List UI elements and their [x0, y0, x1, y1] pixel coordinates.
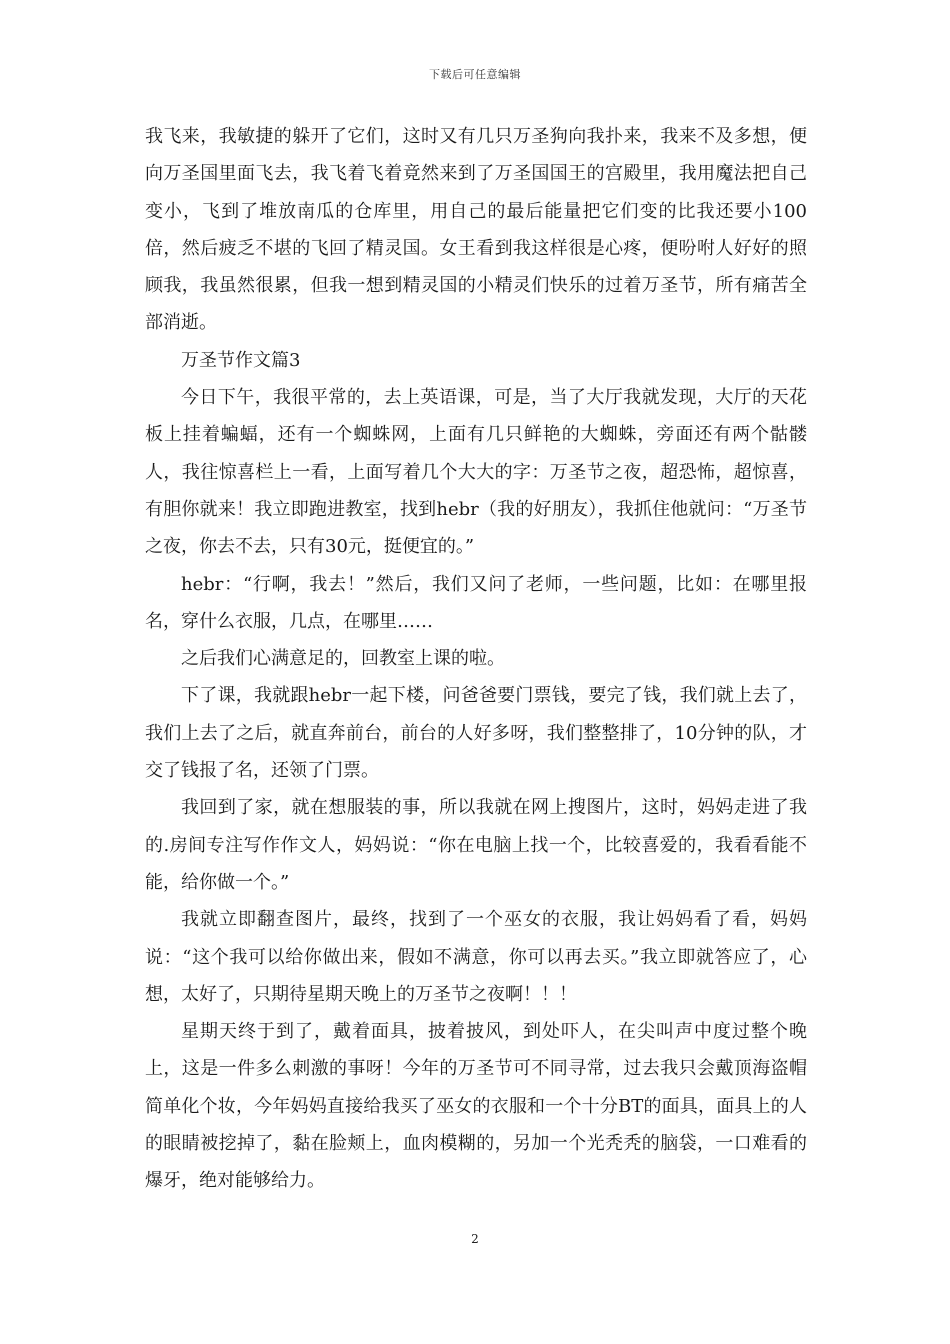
document-body: [145, 118, 807, 1200]
section-heading: 万圣节作文篇3: [181, 349, 301, 371]
paragraph-7: 我回到了家，就在想服装的事，所以我就在网上搜图片，这时，妈妈走进了我的.房间专注写作作文人，妈妈说：“你在电脑上找一个，比较喜爱的，我看看能不能，给你做一个。”: [145, 797, 807, 893]
paragraph-3: 今日下午，我很平常的，去上英语课，可是，当了大厅我就发现，大厅的天花板上挂着蝙蝠，还有一个蜘蛛网，上面有几只鲜艳的大蜘蛛，旁面还有两个骷髅人，我往惊喜栏上一看，上面写着几个大大的字：万圣节之夜，超恐怖，超惊喜，有胆你就来！我立即跑进教室，找到hebr（我的好朋友），我抓住他就问：“万圣节之夜，你去不去，只有30元，挺便宜的。”: [145, 387, 807, 558]
paragraph-1: 我飞来，我敏捷的躲开了它们，这时又有几只万圣狗向我扑来，我来不及多想，便向万圣国里面飞去，我飞着飞着竟然来到了万圣国国王的宫殿里，我用魔法把自己变小，飞到了堆放南瓜的仓库里，用自己的最后能量把它们变的比我还要小100倍，然后疲乏不堪的飞回了精灵国。女王看到我这样很是心疼，便吩咐人好好的照顾我，我虽然很累，但我一想到精灵国的小精灵们快乐的过着万圣节，所有痛苦全部消逝。: [145, 126, 807, 334]
paragraph-4: hebr：“行啊，我去！”然后，我们又问了老师，一些问题，比如：在哪里报名，穿什么衣服，几点，在哪里……: [145, 573, 807, 632]
paragraph-9: 星期天终于到了，戴着面具，披着披风，到处吓人，在尖叫声中度过整个晚上，这是一件多么刺激的事呀！今年的万圣节可不同寻常，过去我只会戴顶海盗帽简单化个妆，今年妈妈直接给我买了巫女的衣服和一个十分BT的面具，面具上的人的眼睛被挖掉了，黏在脸颊上，血肉模糊的，另加一个光秃秃的脑袋，一口难看的爆牙，绝对能够给力。: [145, 1021, 807, 1192]
paragraph-5: 之后我们心满意足的，回教室上课的啦。: [181, 648, 505, 670]
paragraph-8: 我就立即翻查图片，最终，找到了一个巫女的衣服，我让妈妈看了看，妈妈说：“这个我可以给你做出来，假如不满意，你可以再去买。”我立即就答应了，心想，太好了，只期待星期天晚上的万圣节之夜啊！！！: [145, 909, 807, 1005]
page-header: 下载后可任意编辑: [429, 68, 521, 81]
page-number: 2: [471, 1232, 479, 1246]
paragraph-6: 下了课，我就跟hebr一起下楼，问爸爸要门票钱，要完了钱，我们就上去了，我们上去了之后，就直奔前台，前台的人好多呀，我们整整排了，10分钟的队，才交了钱报了名，还领了门票。: [145, 685, 807, 782]
